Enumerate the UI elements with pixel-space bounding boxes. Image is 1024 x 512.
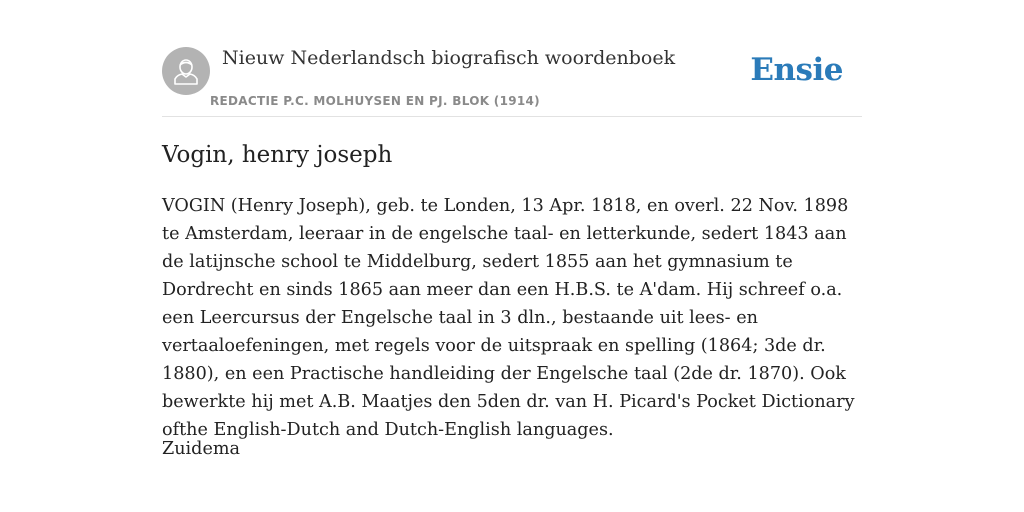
book-header xyxy=(162,40,862,117)
book-editors: REDACTIE P.C. MOLHUYSEN EN PJ. BLOK (1914) xyxy=(210,94,540,108)
entry-title: Vogin, henry joseph xyxy=(162,142,393,168)
entry-body: VOGIN (Henry Joseph), geb. te Londen, 13 Apr. 1818, en overl. 22 Nov. 1898 te Amsterdam, leeraar in de engelsche taal- en letterkunde, sedert 1843 aan de latijnsche school te Middelburg, sedert 1855 aan het gymnasium te Dordrecht en sinds 1865 aan meer dan een H.B.S. te A'dam. Hij schreef o.a. een Leercursus der Engelsche taal in 3 dln., bestaande uit lees- en vertaaloefeningen, met regels voor de uitspraak en spelling (1864; 3de dr. 1880), en een Practische handleiding der Engelsche taal (2de dr. 1870). Ook bewerkte hij met A.B. Maatjes den 5den dr. van H. Picard's Pocket Dictionary ofthe English-Dutch and Dutch-English languages. xyxy=(162,196,855,440)
ensie-logo[interactable]: Ensie xyxy=(750,52,843,88)
user-icon xyxy=(173,57,199,85)
entry-author: Zuidema xyxy=(162,439,241,459)
book-title[interactable]: Nieuw Nederlandsch biografisch woordenboek xyxy=(222,47,676,69)
avatar[interactable] xyxy=(162,47,210,95)
